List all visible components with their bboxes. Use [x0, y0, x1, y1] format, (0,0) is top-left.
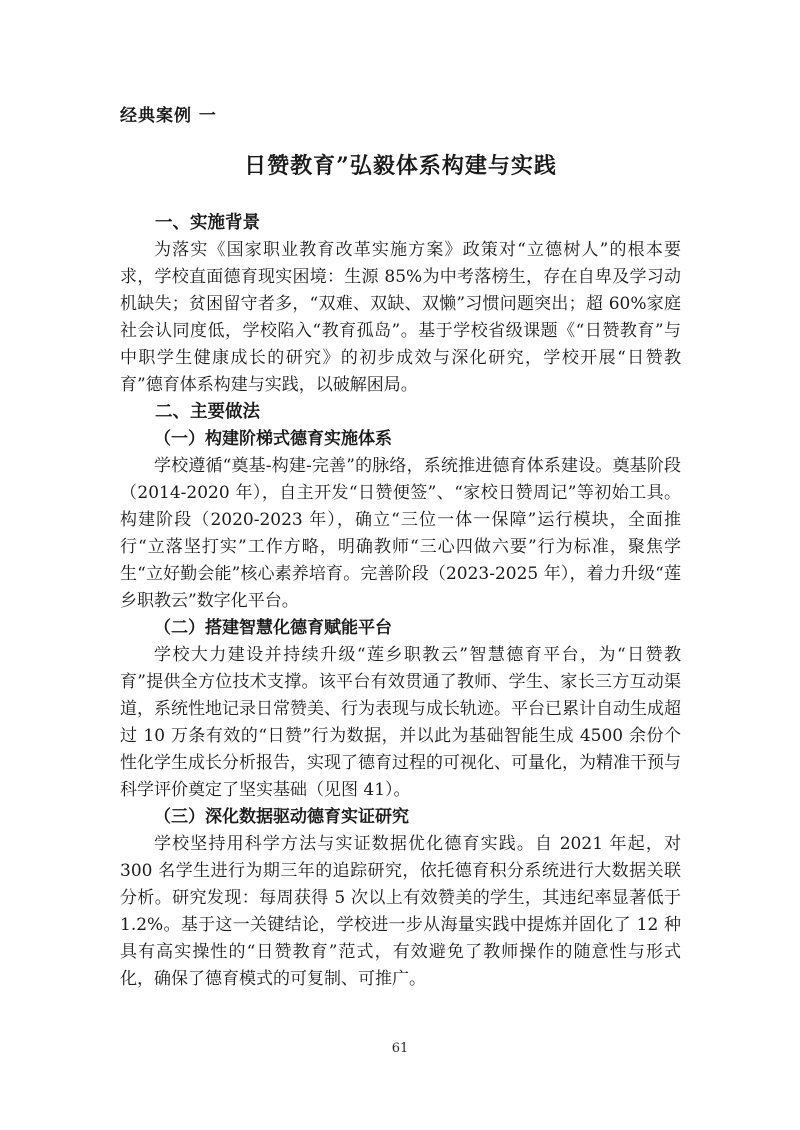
page-number: 61	[391, 1041, 409, 1056]
document-title: 日赞教育”弘毅体系构建与实践	[244, 153, 557, 179]
subsection-heading-data-research: （三）深化数据驱动德育实证研究	[154, 807, 409, 827]
paragraph-data-research: 学校坚持用科学方法与实证数据优化德育实践。自 2021 年起，对 300 名学生进行为期三年的追踪研究，依托德育积分系统进行大数据关联分析。研究发现：每周获得 5 次以上有效赞美的学生，其违纪率显著低于 1.2%。基于这一关键结论，学校进一步从海量实践中提炼并固化了 12 种具有高实操性的“日赞教育”范式，有效避免了教师操作的随意性与形式化，确保了德育模式的可复制、可推广。	[120, 834, 681, 989]
subsection-heading-tiered-system: （一）构建阶梯式德育实施体系	[154, 429, 392, 449]
section-heading-main-practices: 二、主要做法	[155, 402, 260, 422]
paragraph-background: 为落实《国家职业教育改革实施方案》政策对“立德树人”的根本要求，学校直面德育现实困境：生源 85%为中考落榜生，存在自卑及学习动机缺失；贫困留守者多，“双难、双缺、双懒”习惯问题突出；超 60%家庭社会认同度低，学校陷入“教育孤岛”。基于学校省级课题《“日赞教育”与中职学生健康成长的研究》的初步成效与深化研究，学校开展“日赞教育”德育体系构建与实践，以破解困局。	[120, 240, 681, 395]
paragraph-smart-platform: 学校大力建设并持续升级“莲乡职教云”智慧德育平台，为“日赞教育”提供全方位技术支撑。该平台有效贯通了教师、学生、家长三方互动渠道，系统性地记录日常赞美、行为表现与成长轨迹。平台已累计自动生成超过 10 万条有效的“日赞”行为数据，并以此为基础智能生成 4500 余份个性化学生成长分析报告，实现了德育过程的可视化、可量化，为精准干预与科学评价奠定了坚实基础（见图 41）。	[120, 645, 681, 800]
page-content	[120, 103, 681, 993]
section-heading-background: 一、实施背景	[155, 213, 260, 233]
case-label: 经典案例 一	[120, 106, 217, 126]
paragraph-tiered-system: 学校遵循“奠基-构建-完善”的脉络，系统推进德育体系建设。奠基阶段（2014-2020 年），自主开发“日赞便签”、“家校日赞周记”等初始工具。构建阶段（2020-2023 年），确立“三位一体一保障”运行模块，全面推行“立落坚打实”工作方略，明确教师“三心四做六要”行为标准，聚焦学生“立好勤会能”核心素养培育。完善阶段（2023-2025 年），着力升级“莲乡职教云”数字化平台。	[120, 456, 681, 611]
subsection-heading-smart-platform: （二）搭建智慧化德育赋能平台	[154, 618, 392, 638]
